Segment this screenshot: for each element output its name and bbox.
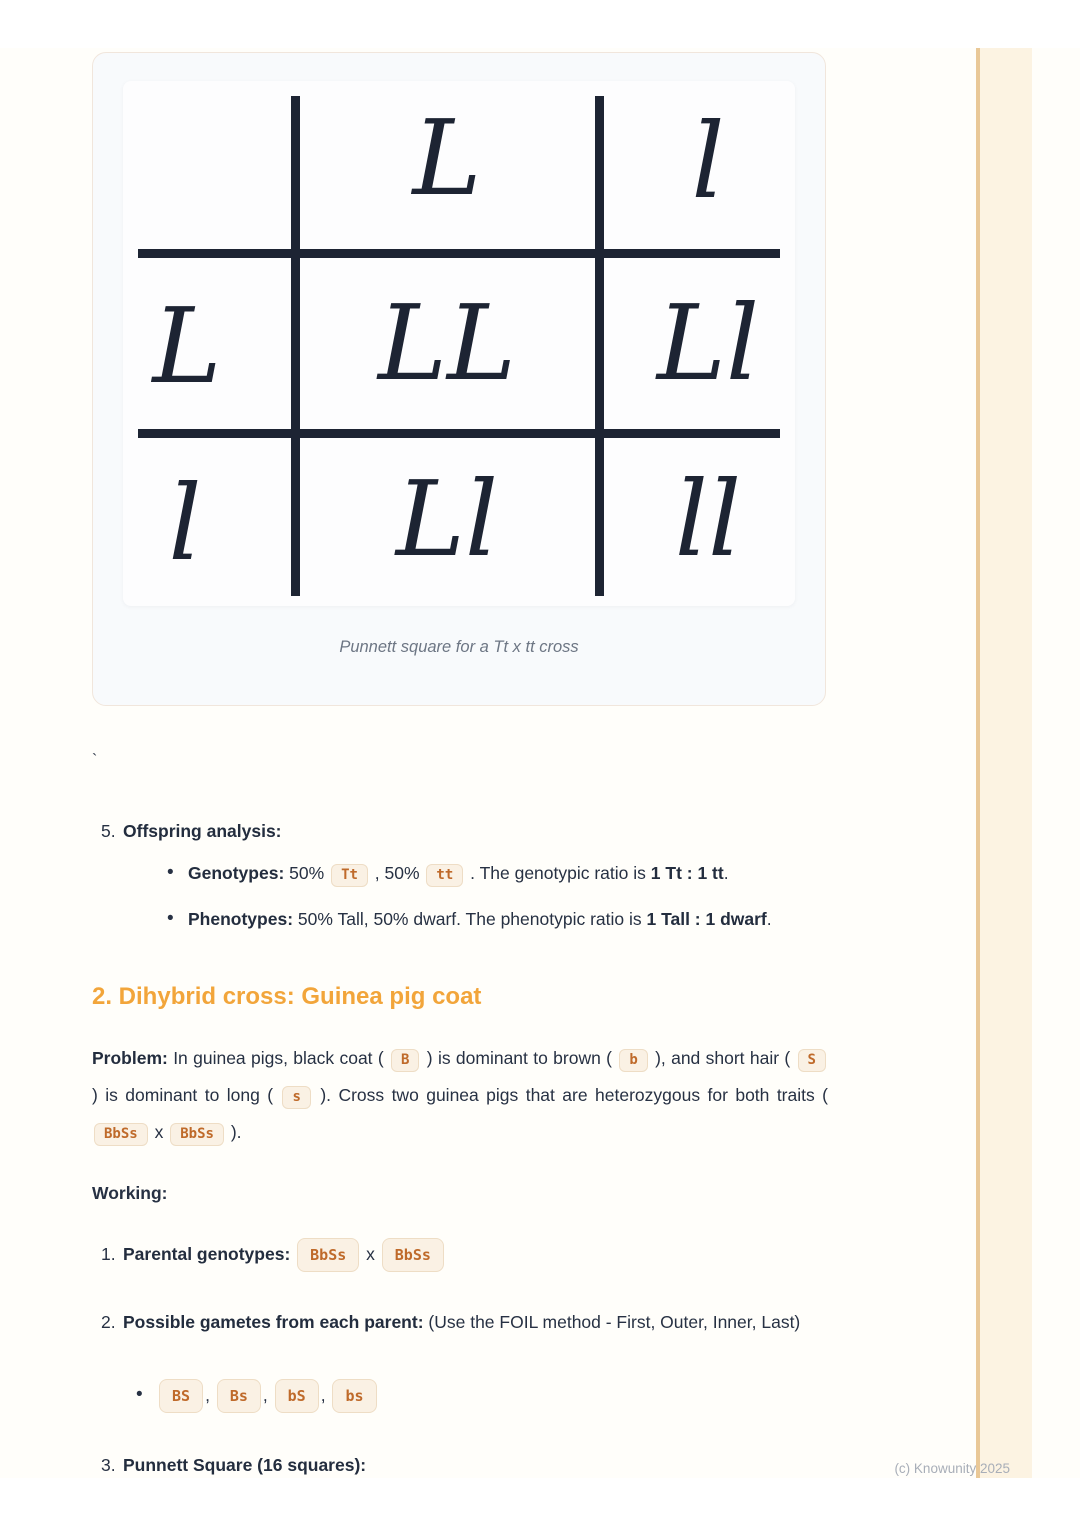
punnett-grid-line bbox=[138, 249, 780, 258]
page-accent-strip bbox=[976, 48, 1032, 1478]
problem-label: Problem: bbox=[92, 1048, 168, 1068]
figure-caption: Punnett square for a Tt x tt cross bbox=[339, 638, 579, 656]
ratio-bold: 1 Tt : 1 tt bbox=[650, 863, 724, 883]
text-run: ) is dominant to long ( bbox=[92, 1085, 274, 1105]
text-run: 50% bbox=[289, 863, 325, 883]
cross-symbol: x bbox=[366, 1244, 375, 1264]
punnett-grid-line bbox=[595, 96, 604, 596]
offspring-title: Offspring analysis: bbox=[123, 821, 282, 841]
text-run: . bbox=[766, 909, 772, 929]
step-label: Parental genotypes: bbox=[123, 1244, 291, 1264]
punnett-col-header: L bbox=[412, 97, 482, 219]
list-number: 3. bbox=[101, 1455, 116, 1475]
text-run: ). bbox=[230, 1122, 242, 1142]
punnett-cell: ll bbox=[674, 458, 742, 580]
punnett-grid-line bbox=[138, 429, 780, 438]
step-label: Punnett Square (16 squares): bbox=[123, 1455, 367, 1475]
code-chip: BS bbox=[159, 1379, 203, 1413]
text-run: In guinea pigs, black coat ( bbox=[173, 1048, 384, 1068]
text-run: ), and short hair ( bbox=[655, 1048, 791, 1068]
punnett-grid-line bbox=[291, 96, 300, 596]
step-parental-genotypes bbox=[92, 1238, 828, 1272]
document-content bbox=[92, 52, 828, 1482]
list-number: 5. bbox=[101, 821, 116, 841]
stray-backtick: ` bbox=[92, 752, 98, 769]
code-chip: bS bbox=[275, 1379, 319, 1413]
code-chip: BbSs bbox=[170, 1123, 224, 1146]
bullet-icon: • bbox=[136, 1384, 143, 1405]
punnett-cell: Ll bbox=[395, 458, 499, 580]
punnett-figure-card bbox=[92, 52, 826, 706]
problem-paragraph bbox=[92, 1040, 828, 1151]
list-number: 2. bbox=[101, 1312, 116, 1332]
text-run: . The genotypic ratio is bbox=[470, 863, 646, 883]
code-chip: tt bbox=[426, 864, 463, 887]
code-chip: Tt bbox=[331, 864, 368, 887]
phenotypes-bullet bbox=[123, 902, 828, 936]
code-chip: Bs bbox=[217, 1379, 261, 1413]
text-run: ) is dominant to brown ( bbox=[426, 1048, 612, 1068]
code-chip: s bbox=[282, 1086, 310, 1109]
punnett-cell: LL bbox=[377, 282, 517, 404]
list-item-offspring-analysis bbox=[92, 818, 828, 936]
bullet-icon: • bbox=[167, 862, 174, 883]
copyright-watermark: (c) Knowunity 2025 bbox=[894, 1461, 1010, 1476]
text-run: (Use the FOIL method - First, Outer, Inner, Last) bbox=[428, 1312, 801, 1332]
text-run: , bbox=[262, 1385, 268, 1405]
punnett-row-header: L bbox=[152, 285, 222, 407]
punnett-square-image bbox=[123, 81, 795, 606]
genotypes-bullet bbox=[123, 856, 828, 890]
text-run: , bbox=[320, 1385, 326, 1405]
text-run: x bbox=[154, 1122, 164, 1142]
text-run: 50% Tall, 50% dwarf. The phenotypic ratio is bbox=[297, 909, 642, 929]
ratio-bold: 1 Tall : 1 dwarf bbox=[646, 909, 767, 929]
code-chip: B bbox=[391, 1049, 419, 1072]
section-heading: 2. Dihybrid cross: Guinea pig coat bbox=[92, 983, 482, 1010]
text-run: , bbox=[205, 1385, 210, 1405]
code-chip: BbSs bbox=[297, 1238, 359, 1272]
list-number: 1. bbox=[101, 1244, 116, 1264]
punnett-cell: Ll bbox=[656, 282, 760, 404]
code-chip: b bbox=[619, 1049, 647, 1072]
step-label: Possible gametes from each parent: bbox=[123, 1312, 424, 1332]
code-chip: bs bbox=[332, 1379, 376, 1413]
working-label: Working: bbox=[92, 1183, 168, 1203]
genotypes-text bbox=[188, 856, 828, 890]
gametes-list bbox=[157, 1375, 828, 1415]
bullet-icon: • bbox=[167, 908, 174, 929]
code-chip: S bbox=[798, 1049, 826, 1072]
text-run: . bbox=[723, 863, 729, 883]
punnett-row-header: l bbox=[168, 462, 202, 584]
code-chip: BbSs bbox=[94, 1123, 148, 1146]
text-run: , 50% bbox=[374, 863, 420, 883]
text-run: ). Cross two guinea pigs that are heterozygous for both traits ( bbox=[320, 1085, 828, 1105]
gametes-bullet bbox=[92, 1375, 828, 1415]
step-possible-gametes bbox=[92, 1306, 828, 1339]
punnett-col-header: l bbox=[691, 100, 725, 222]
genotypes-label: Genotypes: bbox=[188, 863, 285, 883]
phenotypes-label: Phenotypes: bbox=[188, 909, 294, 929]
code-chip: BbSs bbox=[382, 1238, 444, 1272]
phenotypes-text bbox=[188, 902, 828, 936]
